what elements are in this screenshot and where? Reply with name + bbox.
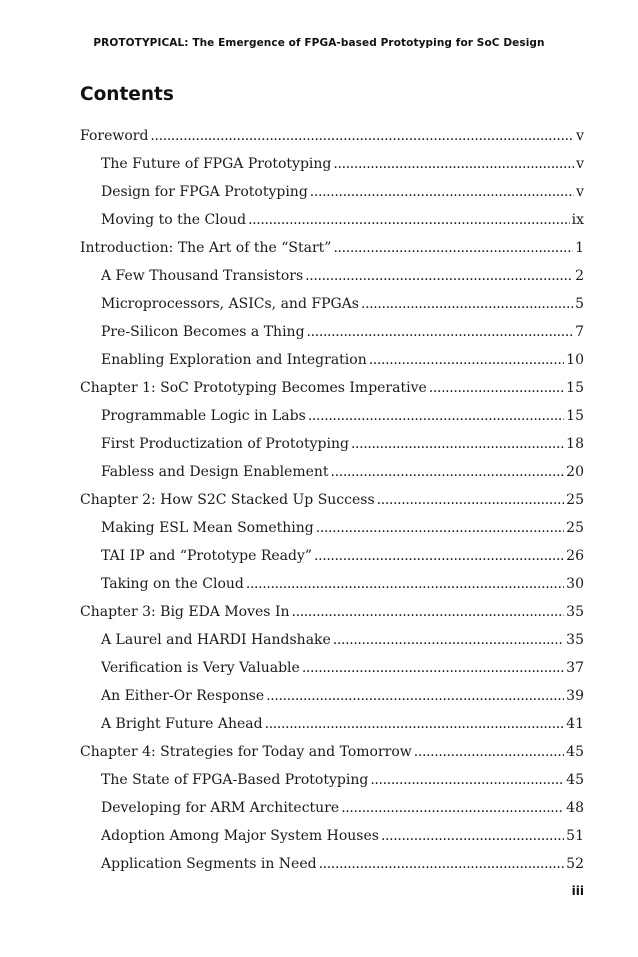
toc-section-entry[interactable] (80, 822, 584, 850)
toc-entry-page: 25 (566, 492, 584, 508)
toc-entry-title: Verification is Very Valuable (101, 660, 300, 676)
toc-entry-title: Microprocessors, ASICs, and FPGAs (101, 296, 359, 312)
toc-entry-title: An Either-Or Response (101, 688, 265, 704)
toc-entry-title: Introduction: The Art of the “Start” (80, 240, 332, 256)
toc-entry-title: Enabling Exploration and Integration (101, 352, 367, 368)
toc-chapter-entry[interactable] (80, 738, 584, 766)
toc-entry-title: The Future of FPGA Prototyping (101, 156, 332, 172)
toc-section-entry[interactable] (80, 682, 584, 710)
toc-entry-page: 15 (566, 380, 584, 396)
toc-entry-page: 26 (566, 548, 584, 564)
toc-entry-title: The State of FPGA-Based Prototyping (101, 772, 369, 788)
toc-entry-title: Chapter 3: Big EDA Moves In (80, 604, 290, 620)
toc-section-entry[interactable] (80, 262, 584, 290)
toc-entry-page: 52 (566, 856, 584, 872)
toc-entry-title: Programmable Logic in Labs (101, 408, 306, 424)
toc-entry-title: Chapter 4: Strategies for Today and Tomorrow (80, 744, 412, 760)
toc-entry-page: 35 (566, 604, 584, 620)
toc-entry-page: 15 (566, 408, 584, 424)
toc-section-entry[interactable] (80, 150, 584, 178)
toc-entry-title: Design for FPGA Prototyping (101, 184, 308, 200)
toc-entry-page: 1 (575, 240, 584, 256)
toc-entry-page: v (576, 156, 584, 172)
toc-entry-page: 48 (566, 800, 584, 816)
dot-leader (377, 486, 565, 514)
toc-entry-page: 35 (566, 632, 584, 648)
dot-leader (370, 766, 564, 794)
page-title: Contents (80, 84, 174, 105)
toc-chapter-entry[interactable] (80, 234, 584, 262)
toc-section-entry[interactable] (80, 710, 584, 738)
toc-entry-title: TAI IP and “Prototype Ready” (101, 548, 313, 564)
dot-leader (265, 710, 565, 738)
toc-section-entry[interactable] (80, 402, 584, 430)
toc-entry-title: Making ESL Mean Something (101, 520, 314, 536)
toc-section-entry[interactable] (80, 206, 584, 234)
dot-leader (316, 514, 564, 542)
toc-entry-page: 45 (566, 772, 584, 788)
toc-entry-title: A Few Thousand Transistors (101, 268, 304, 284)
toc-entry-page: 51 (566, 828, 584, 844)
dot-leader (331, 458, 565, 486)
dot-leader (381, 822, 564, 850)
dot-leader (302, 654, 564, 682)
dot-leader (310, 178, 574, 206)
toc-entry-title: Pre-Silicon Becomes a Thing (101, 324, 305, 340)
toc-section-entry[interactable] (80, 430, 584, 458)
toc-section-entry[interactable] (80, 626, 584, 654)
toc-section-entry[interactable] (80, 458, 584, 486)
dot-leader (429, 374, 564, 402)
toc-entry-page: 18 (566, 436, 584, 452)
toc-entry-page: 25 (566, 520, 584, 536)
dot-leader (361, 290, 573, 318)
toc-entry-page: v (576, 184, 584, 200)
toc-entry-page: 7 (575, 324, 584, 340)
table-of-contents (80, 122, 584, 878)
toc-section-entry[interactable] (80, 318, 584, 346)
toc-section-entry[interactable] (80, 654, 584, 682)
toc-section-entry[interactable] (80, 346, 584, 374)
toc-section-entry[interactable] (80, 850, 584, 878)
running-head: PROTOTYPICAL: The Emergence of FPGA-based Prototyping for SoC Design (93, 37, 545, 49)
toc-chapter-entry[interactable] (80, 374, 584, 402)
toc-entry-page: 10 (566, 352, 584, 368)
toc-section-entry[interactable] (80, 570, 584, 598)
dot-leader (319, 850, 565, 878)
toc-entry-page: 41 (566, 716, 584, 732)
dot-leader (351, 430, 564, 458)
toc-entry-title: A Laurel and HARDI Handshake (101, 632, 331, 648)
dot-leader (246, 570, 564, 598)
dot-leader (307, 318, 574, 346)
toc-section-entry[interactable] (80, 290, 584, 318)
toc-entry-title: A Bright Future Ahead (101, 716, 263, 732)
toc-entry-page: v (576, 128, 584, 144)
toc-entry-page: 2 (575, 268, 584, 284)
toc-entry-page: 20 (566, 464, 584, 480)
toc-chapter-entry[interactable] (80, 598, 584, 626)
toc-entry-page: ix (571, 212, 584, 228)
dot-leader (248, 206, 570, 234)
toc-entry-title: Moving to the Cloud (101, 212, 247, 228)
dot-leader (333, 234, 573, 262)
toc-entry-page: 5 (575, 296, 584, 312)
toc-chapter-entry[interactable] (80, 122, 584, 150)
dot-leader (414, 738, 564, 766)
dot-leader (305, 262, 573, 290)
dot-leader (292, 598, 565, 626)
toc-entry-page: 30 (566, 576, 584, 592)
dot-leader (333, 150, 574, 178)
toc-entry-title: Chapter 2: How S2C Stacked Up Success (80, 492, 375, 508)
toc-entry-title: Fabless and Design Enablement (101, 464, 329, 480)
toc-entry-page: 45 (566, 744, 584, 760)
toc-entry-title: Taking on the Cloud (101, 576, 244, 592)
dot-leader (150, 122, 574, 150)
toc-entry-title: Foreword (80, 128, 149, 144)
toc-entry-title: Chapter 1: SoC Prototyping Becomes Imperative (80, 380, 427, 396)
toc-section-entry[interactable] (80, 514, 584, 542)
toc-entry-title: Developing for ARM Architecture (101, 800, 340, 816)
toc-entry-page: 39 (566, 688, 584, 704)
toc-section-entry[interactable] (80, 178, 584, 206)
toc-entry-title: First Productization of Prototyping (101, 436, 349, 452)
toc-chapter-entry[interactable] (80, 486, 584, 514)
dot-leader (314, 542, 564, 570)
toc-entry-title: Adoption Among Major System Houses (101, 828, 379, 844)
dot-leader (308, 402, 564, 430)
toc-entry-title: Application Segments in Need (101, 856, 317, 872)
dot-leader (333, 626, 564, 654)
dot-leader (341, 794, 564, 822)
toc-section-entry[interactable] (80, 794, 584, 822)
toc-entry-page: 37 (566, 660, 584, 676)
toc-section-entry[interactable] (80, 542, 584, 570)
toc-section-entry[interactable] (80, 766, 584, 794)
page-number: iii (571, 884, 584, 898)
dot-leader (266, 682, 564, 710)
dot-leader (369, 346, 564, 374)
